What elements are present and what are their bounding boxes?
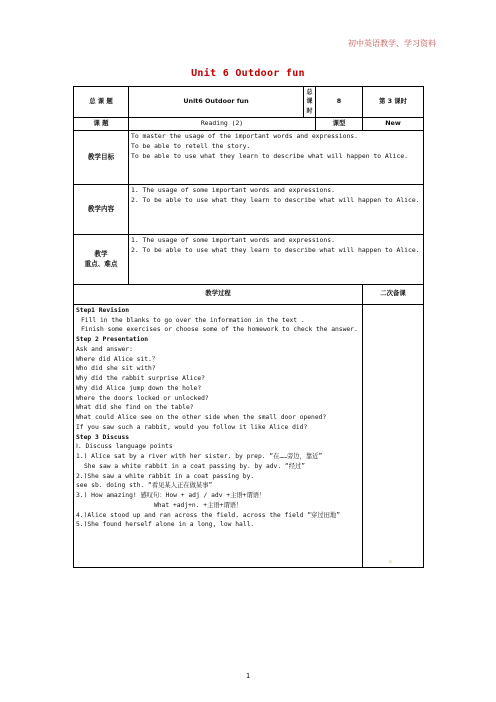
- step1-line: Finish some exercises or choose some of the homework to check the answer.: [81, 326, 358, 334]
- objectives-label: 教学目标: [74, 130, 129, 184]
- step2-line: Why did the rabbit surprise Alice?: [76, 375, 205, 383]
- step3-line: Ⅰ. Discuss language points: [76, 443, 173, 451]
- objectives-row: [74, 130, 424, 184]
- type-label: 课型: [316, 117, 363, 130]
- content-body: [129, 184, 424, 234]
- hours-value: 8: [316, 87, 363, 118]
- key-points-label-1: 教学: [94, 250, 108, 259]
- watermark-text: 初中英语教学、学习资料: [348, 39, 436, 48]
- step3-line: 4.)Alice stood up and ran across the field. across the field “穿过田地”: [76, 511, 341, 519]
- process-body: [74, 304, 363, 567]
- objectives-body: [129, 130, 424, 184]
- key-points-body: [129, 234, 424, 284]
- header-row-topic: [74, 87, 424, 118]
- step1-line: Fill in the blanks to go over the information in the text .: [81, 316, 305, 324]
- step2-line: If you saw such a rabbit, would you follow it like Alice did?: [76, 423, 308, 431]
- hours-label: 总课时: [304, 87, 316, 118]
- step2-line: Ask and answer:: [76, 345, 133, 353]
- lesson-value: Reading (2): [129, 117, 316, 130]
- page-number: 1: [245, 672, 251, 680]
- topic-value: Unit6 Outdoor fun: [129, 87, 304, 118]
- step2-title: Step 2 Presentation: [76, 336, 149, 344]
- key-point-line: 2. To be able to use what they learn to describe what will happen to Alice.: [131, 245, 420, 254]
- key-points-row: [74, 234, 424, 284]
- header-row-lesson: [74, 117, 424, 130]
- key-point-line: 1. The usage of some important words and expressions.: [131, 235, 335, 244]
- key-points-label: [74, 234, 129, 284]
- step2-line: Where the doors locked or unlocked?: [76, 394, 209, 402]
- content-line: 1. The usage of some important words and expressions.: [131, 185, 335, 194]
- objective-line: To be able to retell the story.: [131, 141, 251, 150]
- step2-line: What could Alice see on the other side when the small door opened?: [76, 414, 327, 422]
- key-points-label-2: 重点、难点: [84, 260, 118, 269]
- step2-line: Why did Alice jump down the hole?: [76, 384, 202, 392]
- lesson-number: 第 3 课时: [363, 87, 424, 118]
- remark-label: 二次备课: [363, 284, 424, 304]
- topic-label: 总 课 题: [74, 87, 129, 118]
- step3-line: 2.)She saw a white rabbit in a coat passing by.: [76, 472, 255, 480]
- content-label: 教学内容: [74, 184, 129, 234]
- objective-line: To master the usage of the important words and expressions.: [131, 131, 359, 140]
- step3-line: 3.) How amazing! 感叹句：How + adj / adv +主语+谓语！: [76, 492, 266, 500]
- content-line: 2. To be able to use what they learn to describe what will happen to Alice.: [131, 195, 420, 204]
- step2-line: Where did Alice sit.？: [76, 355, 159, 363]
- step3-line: see sb. doing sth. “看见某人正在做某事”: [76, 482, 213, 490]
- process-body-row: [74, 304, 424, 567]
- lesson-label: 课 题: [74, 117, 129, 130]
- step2-line: Who did she sit with?: [76, 365, 156, 373]
- lesson-plan-table: [73, 86, 424, 568]
- type-value: New: [363, 117, 424, 130]
- step3-line: 1.) Alice sat by a river with her sister. by prep. “在……旁边，靠近”: [76, 453, 323, 461]
- step2-line: What did she find on the table?: [76, 404, 194, 412]
- step3-line: What +adj+n. +主语+谓语！: [154, 501, 243, 509]
- process-label: 教学过程: [74, 284, 363, 304]
- objective-line: To be able to use what they learn to describe what will happen to Alice.: [131, 151, 409, 160]
- content-row: [74, 184, 424, 234]
- step3-line: 5.)She found herself alone in a long, low hall.: [76, 521, 255, 529]
- process-header-row: [74, 284, 424, 304]
- step3-title: Step 3 Discuss: [76, 433, 130, 441]
- step3-line: She saw a white rabbit in a coat passing by. by adv. “经过”: [84, 462, 306, 470]
- remark-mark: 。: [389, 554, 397, 564]
- remark-body: [363, 304, 424, 567]
- document-title: Unit 6 Outdoor fun: [191, 68, 305, 79]
- step1-title: Step1 Revision: [76, 306, 130, 314]
